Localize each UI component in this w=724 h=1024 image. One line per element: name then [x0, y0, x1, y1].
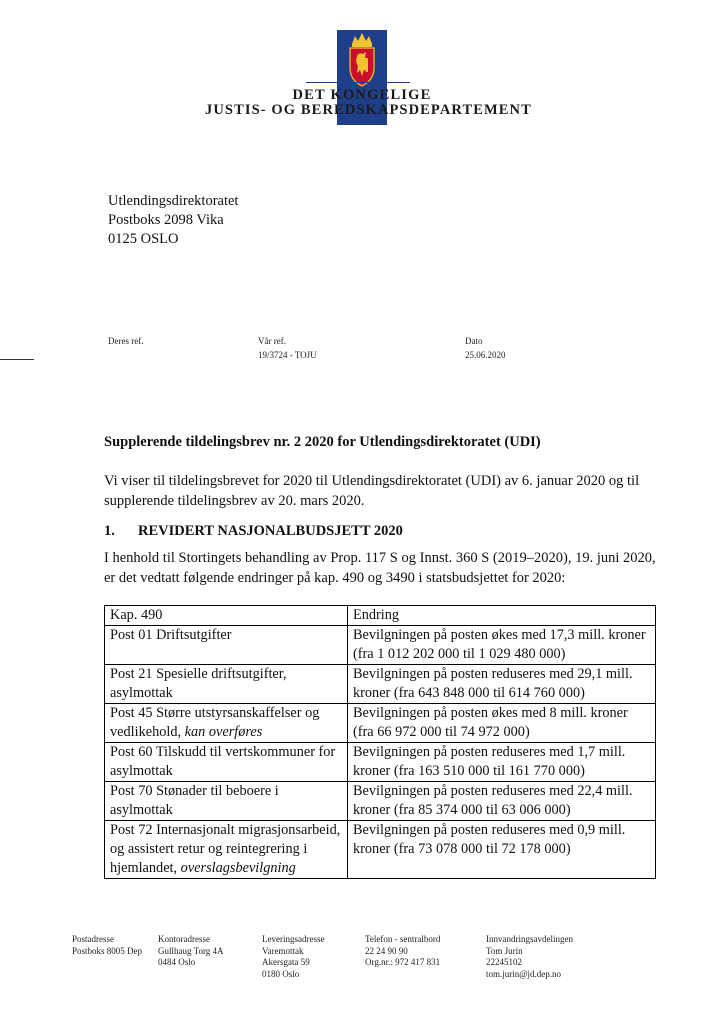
ministry-name-line1: DET KONGELIGE: [292, 87, 432, 103]
footer-leveringsadresse: [262, 934, 324, 980]
date-value: 25.06.2020: [465, 350, 506, 360]
table-row: [105, 743, 656, 782]
change-cell: Bevilgningen på posten reduseres med 22,4 mill. kroner (fra 85 374 000 til 63 006 000): [348, 782, 656, 821]
section-number: 1.: [104, 523, 115, 539]
footer-line: Varemottak: [262, 945, 304, 956]
table-row: [105, 665, 656, 704]
footer-line: Tom Jurin: [486, 945, 523, 956]
footer-telefon: [365, 934, 440, 969]
table-row: [105, 782, 656, 821]
letter-subject: Supplerende tildelingsbrev nr. 2 2020 for Utlendingsdirektoratet (UDI): [104, 434, 541, 450]
footer-line: Akersgata 59: [262, 957, 310, 968]
intro-paragraph: Vi viser til tildelingsbrevet for 2020 til Utlendingsdirektoratet (UDI) av 6. januar 2020 og til supplerende tildelingsbrev av 20. mars 2020.: [104, 473, 640, 509]
footer-line: 22 24 90 90: [365, 945, 408, 956]
table-row: [105, 704, 656, 743]
footer-line: Gullhaug Torg 4A: [158, 945, 224, 956]
table-header-cell: Kap. 490: [105, 606, 348, 626]
footer-line: Postboks 8005 Dep: [72, 945, 143, 956]
table-row: [105, 626, 656, 665]
footer-line: Org.nr.: 972 417 831: [365, 957, 441, 968]
fold-mark: [0, 359, 34, 360]
var-ref-value: 19/3724 - TOJU: [258, 350, 317, 360]
footer-line: 0180 Oslo: [262, 968, 300, 979]
recipient-postal: 0125 OSLO: [108, 231, 179, 247]
footer-line: 0484 Oslo: [158, 957, 196, 968]
change-cell: Bevilgningen på posten reduseres med 0,9 mill. kroner (fra 73 078 000 til 72 178 000): [348, 821, 656, 879]
post-cell: Post 72 Internasjonalt migrasjonsarbeid, og assistert retur og reintegrering i hjemlandet, overslagsbevilgning: [105, 821, 348, 879]
ministry-name-line2: JUSTIS- OG BEREDSKAPSDEPARTEMENT: [205, 102, 532, 118]
post-cell: Post 70 Stønader til beboere i asylmottak: [105, 782, 348, 821]
section-text: I henhold til Stortingets behandling av Prop. 117 S og Innst. 360 S (2019–2020), 19. juni 2020, er det vedtatt følgende endringer på kap. 490 og 3490 i statsbudsjettet for 2020:: [104, 550, 656, 586]
recipient-name: Utlendingsdirektoratet: [108, 193, 239, 209]
table-header-row: [105, 606, 656, 626]
recipient-address: [108, 192, 238, 249]
section-heading: [104, 523, 403, 540]
change-cell: Bevilgningen på posten reduseres med 1,7 mill. kroner (fra 163 510 000 til 161 770 000): [348, 743, 656, 782]
post-cell: Post 21 Spesielle driftsutgifter, asylmottak: [105, 665, 348, 704]
footer-label: Innvandringsavdelingen: [486, 934, 573, 944]
footer-label: Leveringsadresse: [262, 934, 325, 944]
footer-avdeling: [486, 934, 573, 980]
post-cell: Post 01 Driftsutgifter: [105, 626, 348, 665]
change-cell: Bevilgningen på posten økes med 17,3 mill. kroner (fra 1 012 202 000 til 1 029 480 000): [348, 626, 656, 665]
footer-email[interactable]: tom.jurin@jd.dep.no: [486, 968, 562, 979]
recipient-street: Postboks 2098 Vika: [108, 212, 224, 228]
change-cell: Bevilgningen på posten økes med 8 mill. kroner (fra 66 972 000 til 74 972 000): [348, 704, 656, 743]
footer-label: Kontoradresse: [158, 934, 210, 944]
header-rule: [306, 82, 410, 83]
post-cell: Post 45 Større utstyrsanskaffelser og vedlikehold, kan overføres: [105, 704, 348, 743]
footer-kontoradresse: [158, 934, 224, 969]
date-label: Dato: [465, 336, 483, 346]
budget-table: [104, 605, 656, 879]
footer-line: 22245102: [486, 957, 522, 968]
footer-postadresse: [72, 934, 142, 957]
table-header-cell: Endring: [348, 606, 656, 626]
footer-label: Telefon - sentralbord: [365, 934, 441, 944]
table-row: [105, 821, 656, 879]
section-title: REVIDERT NASJONALBUDSJETT 2020: [138, 523, 403, 539]
var-ref-label: Vår ref.: [258, 336, 286, 346]
deres-ref-label: Deres ref.: [108, 336, 144, 346]
change-cell: Bevilgningen på posten reduseres med 29,1 mill. kroner (fra 643 848 000 til 614 760 000): [348, 665, 656, 704]
footer-label: Postadresse: [72, 934, 114, 944]
post-cell: Post 60 Tilskudd til vertskommuner for asylmottak: [105, 743, 348, 782]
